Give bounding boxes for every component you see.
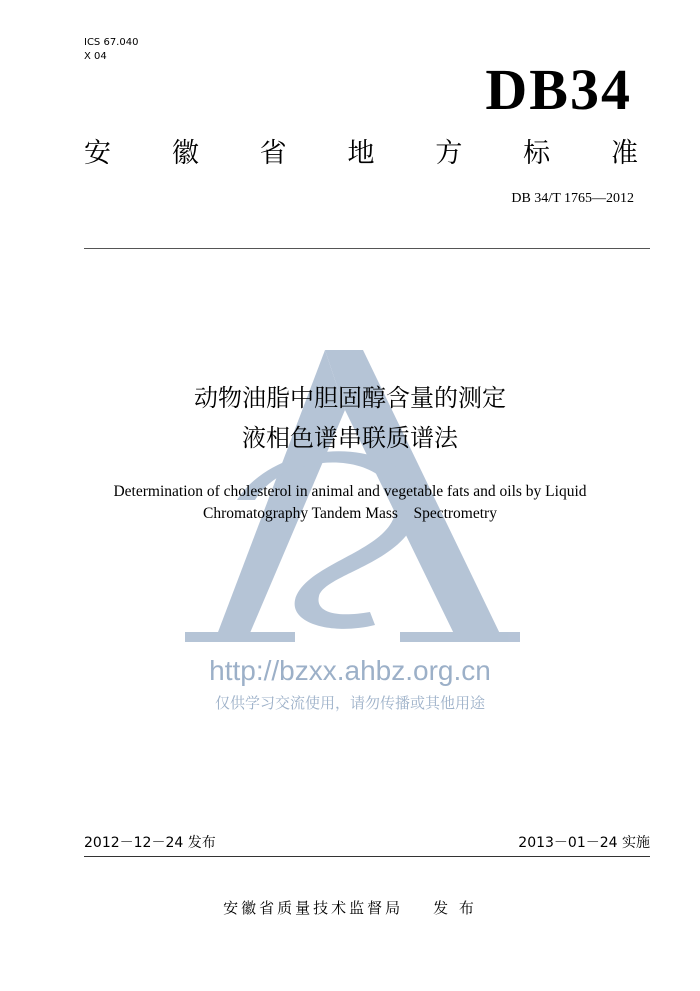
top-divider (84, 248, 650, 249)
issue-date: 2012－12－24 发布 (84, 835, 216, 851)
standard-type-char: 方 (435, 138, 463, 169)
standard-type-char: 准 (610, 138, 638, 169)
en-title-line2: Chromatography Tandem Mass Spectrometry (203, 505, 497, 522)
cn-title-line2: 液相色谱串联质谱法 (242, 424, 458, 452)
standard-type-char: 地 (347, 138, 375, 169)
standard-type-char: 徽 (171, 138, 199, 169)
watermark-note: 仅供学习交流使用，请勿传播或其他用途 (214, 694, 485, 712)
issuer-action: 发 布 (433, 899, 477, 917)
bottom-divider (84, 856, 650, 857)
watermark-url: http://bzxx.ahbz.org.cn (209, 655, 491, 686)
implement-date: 2013－01－24 实施 (518, 835, 650, 851)
class-code: X 04 (84, 51, 107, 62)
ics-code: ICS 67.040 (84, 37, 139, 48)
classification-codes (84, 36, 138, 64)
issuer-line (0, 897, 700, 918)
standard-type-char: 标 (523, 138, 551, 169)
standard-type-heading (84, 138, 638, 170)
standard-type-char: 安 (84, 138, 111, 169)
issuer-org: 安徽省质量技术监督局 (223, 899, 404, 917)
standard-logo-text: DB34 (485, 57, 632, 122)
standard-code: DB 34/T 1765—2012 (511, 191, 634, 206)
en-title (0, 481, 700, 525)
standard-type-char: 省 (259, 138, 287, 169)
cn-title-line1: 动物油脂中胆固醇含量的测定 (194, 384, 506, 412)
en-title-line1: Determination of cholesterol in animal and vegetable fats and oils by Liquid (113, 483, 587, 500)
